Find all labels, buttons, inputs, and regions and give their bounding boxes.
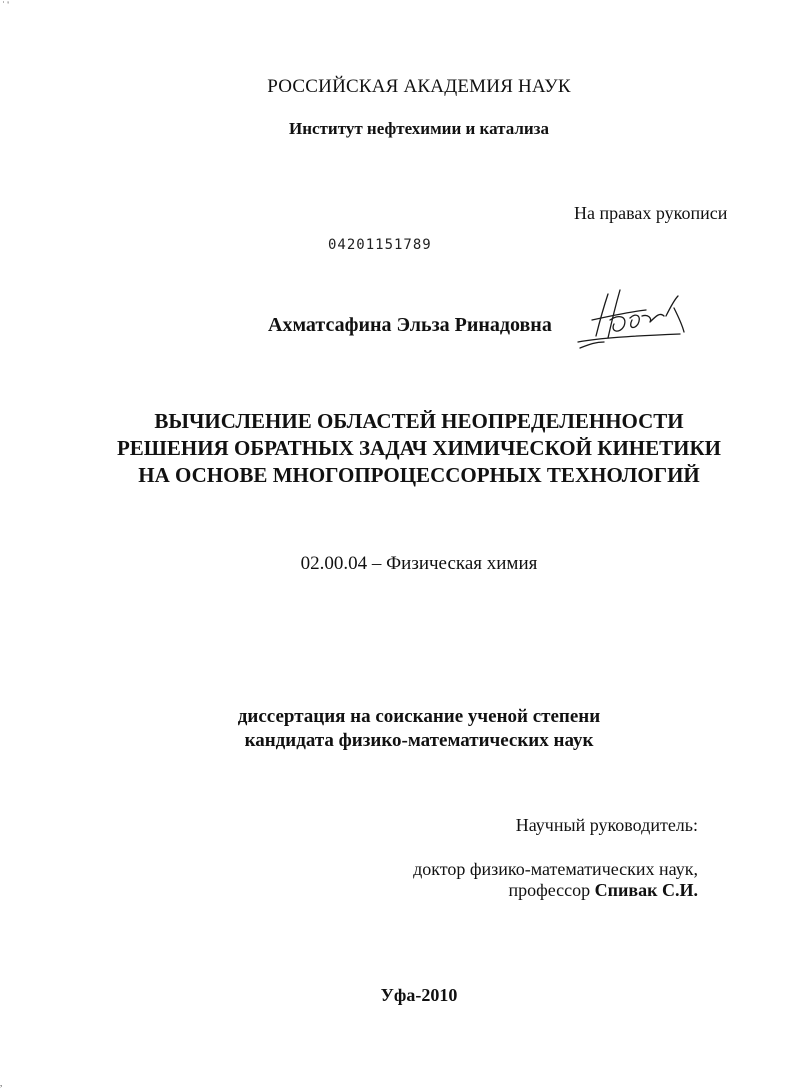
author-name: Ахматсафина Эльза Ринадовна [268, 314, 552, 336]
title-line: НА ОСНОВЕ МНОГОПРОЦЕССОРНЫХ ТЕХНОЛОГИЙ [138, 463, 700, 487]
dissertation-title [22, 408, 794, 489]
scan-corner-mark: ʿ ' [2, 0, 9, 10]
degree-statement [22, 705, 794, 753]
rights-note: На правах рукописи [574, 203, 728, 223]
scan-corner-mark: , [0, 1078, 3, 1088]
registration-number: 04201151789 [328, 237, 432, 253]
city-year: Уфа-2010 [380, 985, 458, 1005]
title-line: РЕШЕНИЯ ОБРАТНЫХ ЗАДАЧ ХИМИЧЕСКОЙ КИНЕТИКИ [116, 436, 722, 460]
institute-heading: Институт нефтехимии и катализа [288, 119, 550, 138]
title-line: ВЫЧИСЛЕНИЕ ОБЛАСТЕЙ НЕОПРЕДЕЛЕННОСТИ [154, 409, 684, 433]
supervisor-surname: Спивак С.И. [594, 880, 698, 900]
signature-icon [570, 286, 690, 358]
supervisor-degree: доктор физико-математических наук, [413, 859, 698, 879]
supervisor-position: профессор [508, 880, 595, 900]
degree-line: кандидата физико-математических наук [244, 730, 594, 751]
degree-line: диссертация на соискание ученой степени [237, 706, 601, 727]
academy-heading: РОССИЙСКАЯ АКАДЕМИЯ НАУК [267, 76, 571, 97]
supervisor-name [398, 880, 698, 901]
supervisor-label: Научный руководитель: [515, 815, 698, 835]
specialty-code: 02.00.04 – Физическая химия [300, 553, 538, 574]
